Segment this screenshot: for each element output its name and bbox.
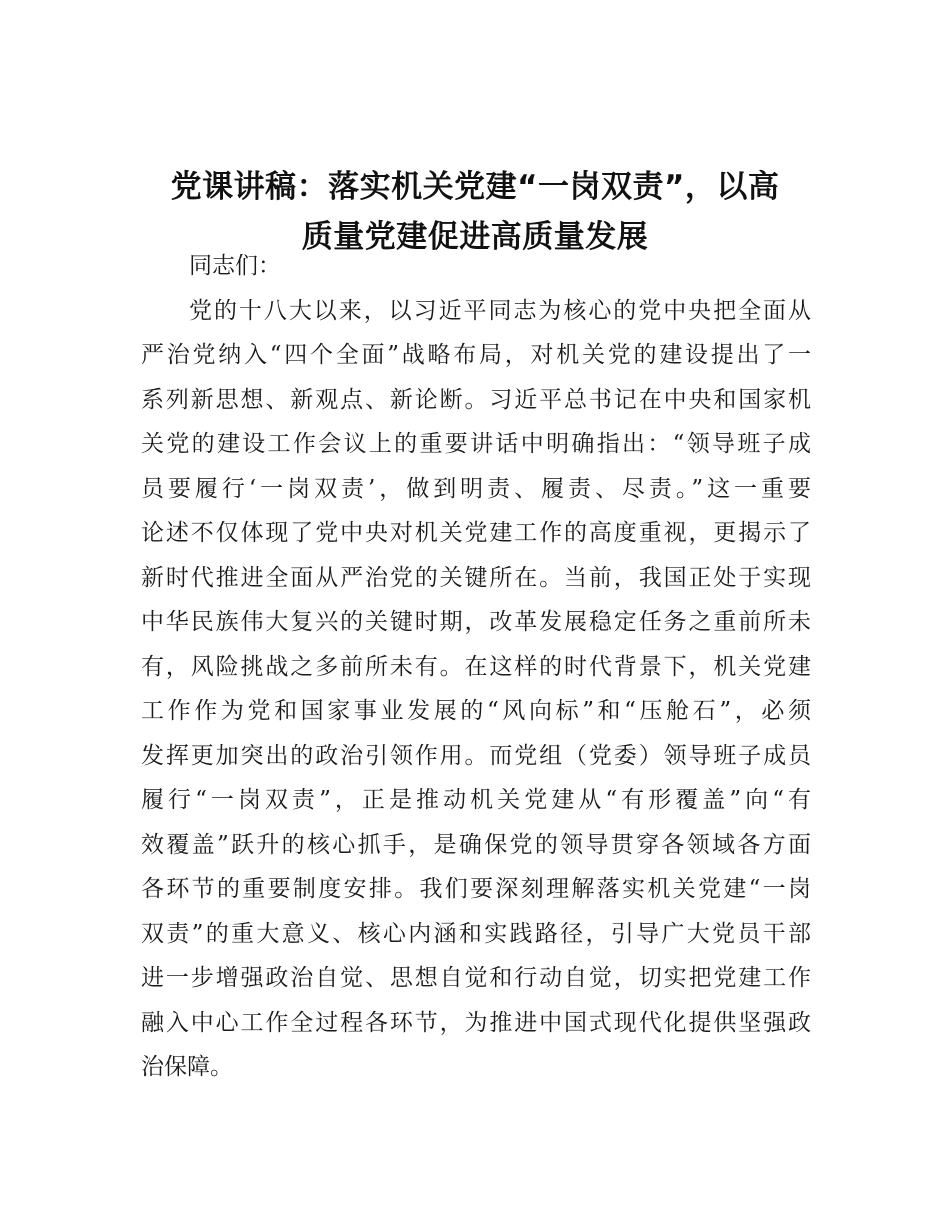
paragraph-line: 严治党纳入“四个全面”战略布局，对机关党的建设提出了一 — [141, 342, 811, 368]
paragraph-line: 中华民族伟大复兴的关键时期，改革发展稳定任务之重前所未 — [141, 609, 811, 635]
paragraph-line: 关党的建设工作会议上的重要讲话中明确指出：“领导班子成 — [141, 431, 811, 457]
title-line: 党课讲稿：落实机关党建“一岗双责”，以高 — [170, 169, 780, 205]
document-body — [141, 244, 811, 1090]
paragraph-line: 履行“一岗双责”，正是推动机关党建从“有形覆盖”向“有 — [141, 787, 811, 813]
paragraph-line: 新时代推进全面从严治党的关键所在。当前，我国正处于实现 — [141, 564, 811, 591]
paragraph-line: 论述不仅体现了党中央对机关党建工作的高度重视，更揭示了 — [141, 520, 811, 546]
paragraph-line: 党的十八大以来，以习近平同志为核心的党中央把全面从 — [189, 297, 811, 324]
paragraph-line: 发挥更加突出的政治引领作用。而党组（党委）领导班子成员 — [141, 742, 811, 769]
paragraph-line: 员要履行‘一岗双责’，做到明责、履责、尽责。”这一重要 — [141, 475, 811, 502]
paragraph-line: 工作作为党和国家事业发展的“风向标”和“压舱石”，必须 — [141, 698, 811, 724]
paragraph-line: 系列新思想、新观点、新论断。习近平总书记在中央和国家机 — [141, 386, 811, 413]
paragraph-line: 双责”的重大意义、核心内涵和实践路径，引导广大党员干部 — [141, 920, 811, 947]
title-line: 质量党建促进高质量发展 — [301, 219, 649, 255]
paragraph-line: 融入中心工作全过程各环节，为推进中国式现代化提供坚强政 — [141, 1009, 811, 1036]
paragraph-line: 治保障。 — [141, 1054, 233, 1080]
paragraph-line: 有，风险挑战之多前所未有。在这样的时代背景下，机关党建 — [141, 653, 811, 680]
salutation: 同志们： — [189, 253, 281, 279]
body-paragraph — [141, 289, 811, 1090]
paragraph-line: 各环节的重要制度安排。我们要深刻理解落实机关党建“一岗 — [141, 876, 811, 902]
paragraph-line: 进一步增强政治自觉、思想自觉和行动自觉，切实把党建工作 — [141, 965, 811, 991]
paragraph-line: 效覆盖”跃升的核心抓手，是确保党的领导贯穿各领域各方面 — [141, 831, 811, 858]
